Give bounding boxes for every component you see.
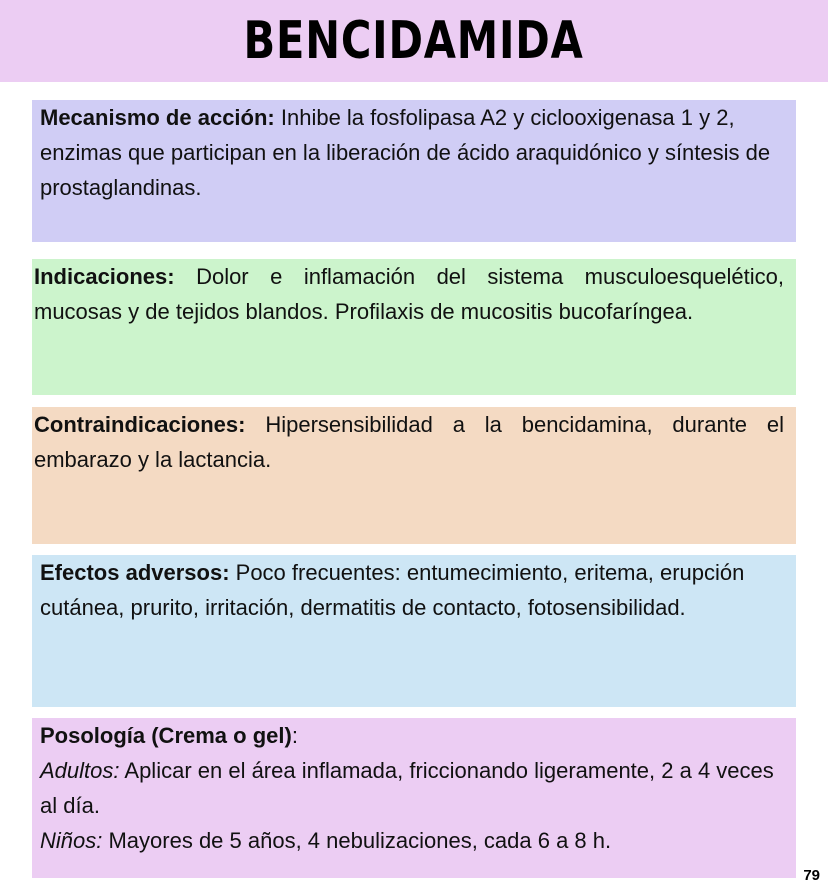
dosage-heading <box>40 718 786 753</box>
children-label: Niños: <box>40 828 103 853</box>
contraindications-text: Hipersensibilidad a la bencidamina, durante el embarazo y la lactancia. <box>34 412 784 472</box>
mechanism-label: Mecanismo de acción: <box>40 105 275 130</box>
contraindications-label: Contraindicaciones: <box>34 412 246 437</box>
page-title: BENCIDAMIDA <box>243 11 585 71</box>
dosage-label: Posología (Crema o gel) <box>40 723 292 748</box>
adverse-effects-paragraph <box>40 555 786 625</box>
adverse-effects-section <box>32 555 796 707</box>
adults-text: Aplicar en el área inflamada, friccionando ligeramente, 2 a 4 veces al día. <box>40 758 774 818</box>
page-number: 79 <box>803 867 820 884</box>
adverse-effects-label: Efectos adversos: <box>40 560 230 585</box>
contraindications-section <box>32 407 796 544</box>
header-banner <box>0 0 828 82</box>
mechanism-section <box>32 100 796 242</box>
contraindications-paragraph <box>34 407 784 477</box>
dosage-children <box>40 823 786 858</box>
indications-label: Indicaciones: <box>34 264 175 289</box>
indications-paragraph <box>34 259 784 329</box>
adults-label: Adultos: <box>40 758 120 783</box>
mechanism-text: Inhibe la fosfolipasa A2 y ciclooxigenasa 1 y 2, enzimas que participan en la liberación de ácido araquidónico y síntesis de prostaglandinas. <box>40 105 771 200</box>
children-text: Mayores de 5 años, 4 nebulizaciones, cada 6 a 8 h. <box>102 828 612 853</box>
indications-section <box>32 259 796 395</box>
adverse-effects-text: Poco frecuentes: entumecimiento, eritema, erupción cutánea, prurito, irritación, dermatitis de contacto, fotosensibilidad. <box>40 560 745 620</box>
mechanism-paragraph <box>40 100 786 205</box>
dosage-colon: : <box>291 723 298 748</box>
indications-text: Dolor e inflamación del sistema musculoesquelético, mucosas y de tejidos blandos. Profilaxis de mucositis bucofaríngea. <box>34 264 784 324</box>
dosage-section <box>32 718 796 878</box>
dosage-adults <box>40 753 786 823</box>
